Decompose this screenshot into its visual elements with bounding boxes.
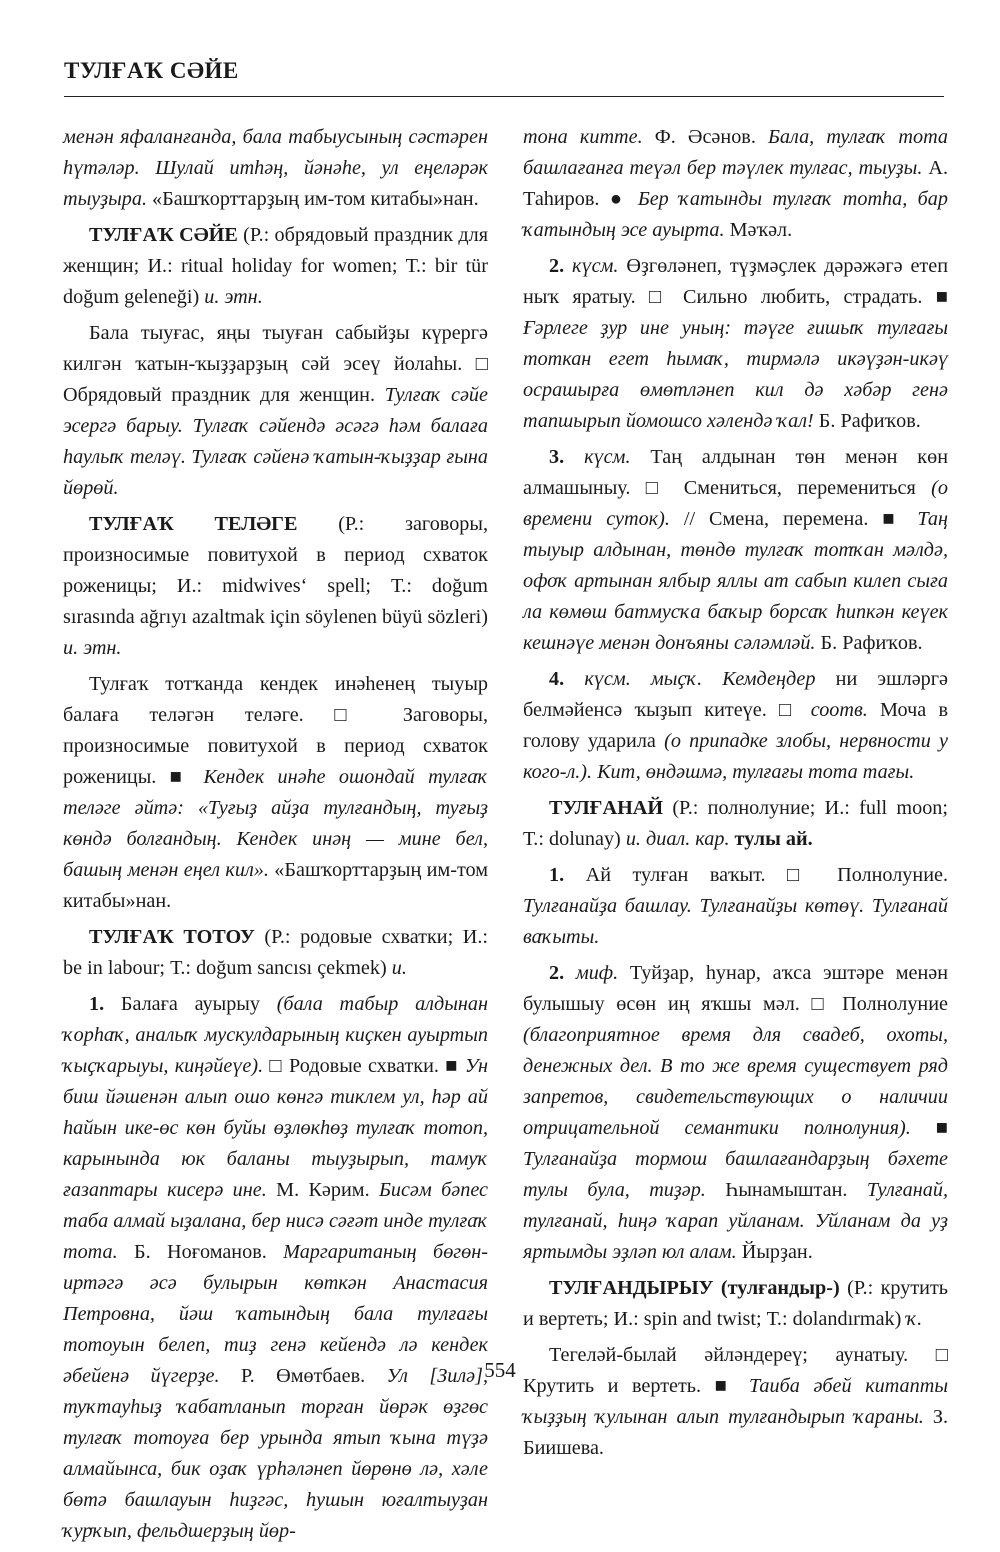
italic-text: и. диал. кар. <box>625 828 730 850</box>
headword: 4. <box>549 668 585 690</box>
italic-text: менән яфаланғанда, бала табыусының сәстәрен һүтәләр. Шулай итһәң, йәнәһе, ул еңеләрәк тыуҙыра. <box>63 126 488 210</box>
italic-text: соотв. <box>810 699 868 721</box>
text-run: Моча в голову ударила <box>523 699 948 752</box>
italic-text: (бала табыр алдынан ҡорһаҡ, аналыҡ мускулдарының киҫкен ауыртып ҡыҫҡарыуы, киңәйеүе). <box>63 993 488 1077</box>
text-run: Һынамыштан. <box>705 1179 867 1201</box>
headword: 1. <box>89 993 121 1015</box>
italic-text: Кендек инәһе ошондай тулғаҡ теләге әйтә: «Туғыҙ айҙа тулғандың, туғыҙ көндә болғандың. Кендек инәң — мине бел, башың менән еңел кил». <box>63 766 488 881</box>
text-run: (Р.: крутить и вертеть; И.: spin and twist; Т.: dolandırmak) <box>523 1277 949 1330</box>
headword: 2. <box>549 255 573 277</box>
headword: тулы ай. <box>729 828 813 850</box>
italic-text: (о припадке злобы, нервности у кого-л.). Кит, өндәшмә, тулғағы тота тағы. <box>523 730 948 783</box>
entry-paragraph <box>523 958 948 1268</box>
text-run: З. Биишева. <box>523 1406 949 1459</box>
text-run: (Р.: обрядовый праздник для женщин; И.: ritual holiday for women; Т.: bir tür doğum geleneği) <box>63 224 488 308</box>
text-run: «Башҡорттарҙың им-том китабы»нан. <box>147 188 479 210</box>
italic-text: Ул [Зилә], туҡтауһыҙ ҡабатланып торған йөрәк өҙгөс тулғаҡ тотоуға бер урында ятып ҡына түҙә алмайынса, бик оҙаҡ үрһәләнеп йөрөнө лә, хәле бөтә башлауын һиҙгәс, һушын юғалтыуҙан ҡурҡып, фельдшерҙың йөр- <box>63 1365 488 1542</box>
italic-text: тона китте. <box>523 126 643 148</box>
entry-paragraph <box>63 220 488 313</box>
entry-paragraph <box>63 989 488 1547</box>
headword: ТУЛҒАНДЫРЫУ (тулғандыр-) <box>549 1277 840 1299</box>
text-run: (Р.: родовые схватки; И.: be in labour; Т.: doğum sancısı çekmek) <box>63 926 488 979</box>
italic-text: и. этн. <box>63 637 122 659</box>
headword: 1. <box>549 864 586 886</box>
italic-text: (о времени суток). <box>523 477 948 530</box>
entry-paragraph <box>63 318 488 504</box>
right-column <box>523 122 948 1469</box>
text-run: ■ <box>910 1117 948 1139</box>
italic-text: Таң тыуыр алдынан, төндө тулғаҡ тотҡан мәлдә, офоҡ артынан ялбыр яллы ат сабып килеп сыға ла көмөш батмусҡа баҡыр борсаҡ һипкән кеүек кешнәүе менән донъяны сәләмләй. <box>523 508 948 654</box>
page-number: 554 <box>484 1358 516 1382</box>
text-run: Йырҙан. <box>736 1241 813 1263</box>
text-run: А. Таһиров. ● <box>523 157 948 210</box>
text-run: Тегеләй-былай әйләндереү; аунатыу. □ Крутить и вертеть. ■ <box>523 1344 948 1397</box>
text-run: □ Родовые схватки. ■ <box>263 1055 465 1077</box>
italic-text: Бала, тулғаҡ тота башлағанға теүәл бер тәүлек тулғас, тыуҙы. <box>523 126 948 179</box>
text-run: Өҙгөләнеп, түҙмәҫлек дәрәжәгә етеп ныҡ яратыу. □ Сильно любить, страдать. ■ <box>523 255 949 308</box>
italic-text: и. <box>391 957 407 979</box>
italic-text: Тулғанай, тулғанай, һиңә ҡарап уйланам. Уйланам да уҙ яртымды эҙләп юл алам. <box>523 1179 948 1263</box>
italic-text: Ун биш йәшенән алып ошо көнгә тиклем ул, һәр ай һайын ике-өс көн буйы өҙлөкһөҙ тулғаҡ тотоп, карынында юк баланы тыуҙырып, тамуҡ ғазаптары кисерә ине. <box>63 1055 489 1201</box>
text-run: Б. Рафиҡов. <box>813 410 921 432</box>
entry-paragraph <box>523 442 948 659</box>
text-run: Ай тулған ваҡыт. □ Полнолуние. <box>585 864 949 886</box>
text-run: Тулғаҡ тотҡанда кендек инәһенең тыуыр балаға теләгән теләге. □ Заговоры, произносимые повитухой в период схваток роженицы. ■ <box>63 673 488 788</box>
text-run: (Р.: заговоры, произносимые повитухой в период схваток роженицы; И.: midwives‘ spell; Т.: doğum sırasında ağrıyı azaltmak için söylenen büyü sözleri) <box>63 513 488 628</box>
italic-text: Тулғанайҙа башлау. Тулғанайҙы көтөү. Тулғанай ваҡыты. <box>523 895 948 948</box>
entry-paragraph <box>523 664 948 788</box>
entry-paragraph <box>63 922 488 984</box>
text-run: Ф. Әсәнов. <box>642 126 769 148</box>
text-run: Мәҡәл. <box>724 219 793 241</box>
italic-text: Бисәм бәпес таба алмай ыҙалана, бер нисә сәғәт инде тулғаҡ тота. <box>63 1179 488 1263</box>
italic-text: күсм. <box>572 255 619 277</box>
text-run: «Башҡорттарҙың им-том китабы»нан. <box>63 859 488 912</box>
entry-paragraph <box>63 669 488 917</box>
header-rule <box>64 96 944 97</box>
text-run: М. Кәрим. <box>266 1179 379 1201</box>
headword: ТУЛҒАҠ СӘЙЕ <box>89 224 238 246</box>
text-run: Р. Өмөтбаев. <box>219 1365 387 1387</box>
entry-paragraph <box>523 122 948 246</box>
italic-text: Маргаританың бөгөн-иртәгә әсә булырын көткән Анастасия Петровна, йәш ҡатындың бала тулғағы тотоуын белеп, тиҙ генә кейендә лә кендек әбейенә йүгерҙе. <box>63 1241 489 1387</box>
italic-text: Тулғанайҙа тормош башлағандарҙың бәхете тулы була, тиҙәр. <box>523 1148 948 1201</box>
italic-text: күсм. <box>584 446 631 468</box>
text-run: Б. Ноғоманов. <box>117 1241 284 1263</box>
italic-text: ҡ. <box>906 1308 923 1330</box>
entry-paragraph <box>523 793 948 855</box>
italic-text: Ғәрлеге ҙур ине уның: тәүге ғишыҡ тулғағы тоткан егет һымаҡ, тирмәлә икәүҙән-икәү осрашырға өмөтләнеп кил дә хәбәр генә тапшырып йомошсо хәлендә ҡал! <box>523 317 948 432</box>
headword: 3. <box>549 446 585 468</box>
text-run: (Р.: полнолуние; И.: full moon; Т.: dolunay) <box>523 797 948 850</box>
entry-paragraph <box>523 860 948 953</box>
entry-paragraph <box>523 251 948 437</box>
italic-text: и. этн. <box>204 286 263 308</box>
headword: 2. <box>549 962 576 984</box>
italic-text: миф. <box>575 962 619 984</box>
text-run: Таң алдынан төн менән көн алмашыныу. □ Смениться, перемениться <box>523 446 949 499</box>
entry-paragraph <box>63 509 488 664</box>
text-run: // Смена, перемена. ■ <box>669 508 918 530</box>
entry-paragraph <box>523 1273 948 1335</box>
left-column <box>63 122 488 1552</box>
italic-text: (благоприятное время для свадеб, охоты, денежных дел. В то же время существует ряд запретов, свидетельствующих о наличии отрицательной семантики полнолуния). <box>523 1024 948 1139</box>
headword: ТУЛҒАҠ ТОТОУ <box>89 926 255 948</box>
text-run: Балаға ауырыу <box>120 993 277 1015</box>
italic-text: Тулғаҡ сәйе эсергә барыу. Тулғаҡ сәйендә әсәгә һәм балаға һаулыҡ теләү. Тулғаҡ сәйенә ҡатын-ҡыҙҙар ғына йөрөй. <box>63 384 488 499</box>
text-run: Б. Рафиҡов. <box>815 632 923 654</box>
italic-text: Таиба әбей китапты ҡыҙҙың ҡулынан алып тулғандырып ҡараны. <box>523 1375 948 1428</box>
text-run: Туйҙар, һунар, аҡса эштәре менән булышыу өсөн иң яҡшы мәл. □ Полнолуние <box>523 962 949 1015</box>
italic-text: күсм. мыҫҡ. Кемдеңдер <box>584 668 816 690</box>
text-run: ни эшләргә белмәйенсә ҡыҙып китеүе. □ <box>523 668 949 721</box>
headword: ТУЛҒАНАЙ <box>549 797 664 819</box>
text-run: Бала тыуғас, яңы тыуған сабыйҙы күрергә килгән ҡатын-ҡыҙҙарҙың сәй эсеү йолаһы. □ Обрядовый праздник для женщин. <box>63 322 488 406</box>
running-head: ТУЛҒАҠ СӘЙЕ <box>64 58 239 83</box>
headword: ТУЛҒАҠ ТЕЛӘГЕ <box>89 513 298 535</box>
entry-paragraph <box>63 122 488 215</box>
italic-text: Бер ҡатынды тулғаҡ тотһа, бар ҡатындың эсе ауырта. <box>523 188 948 241</box>
